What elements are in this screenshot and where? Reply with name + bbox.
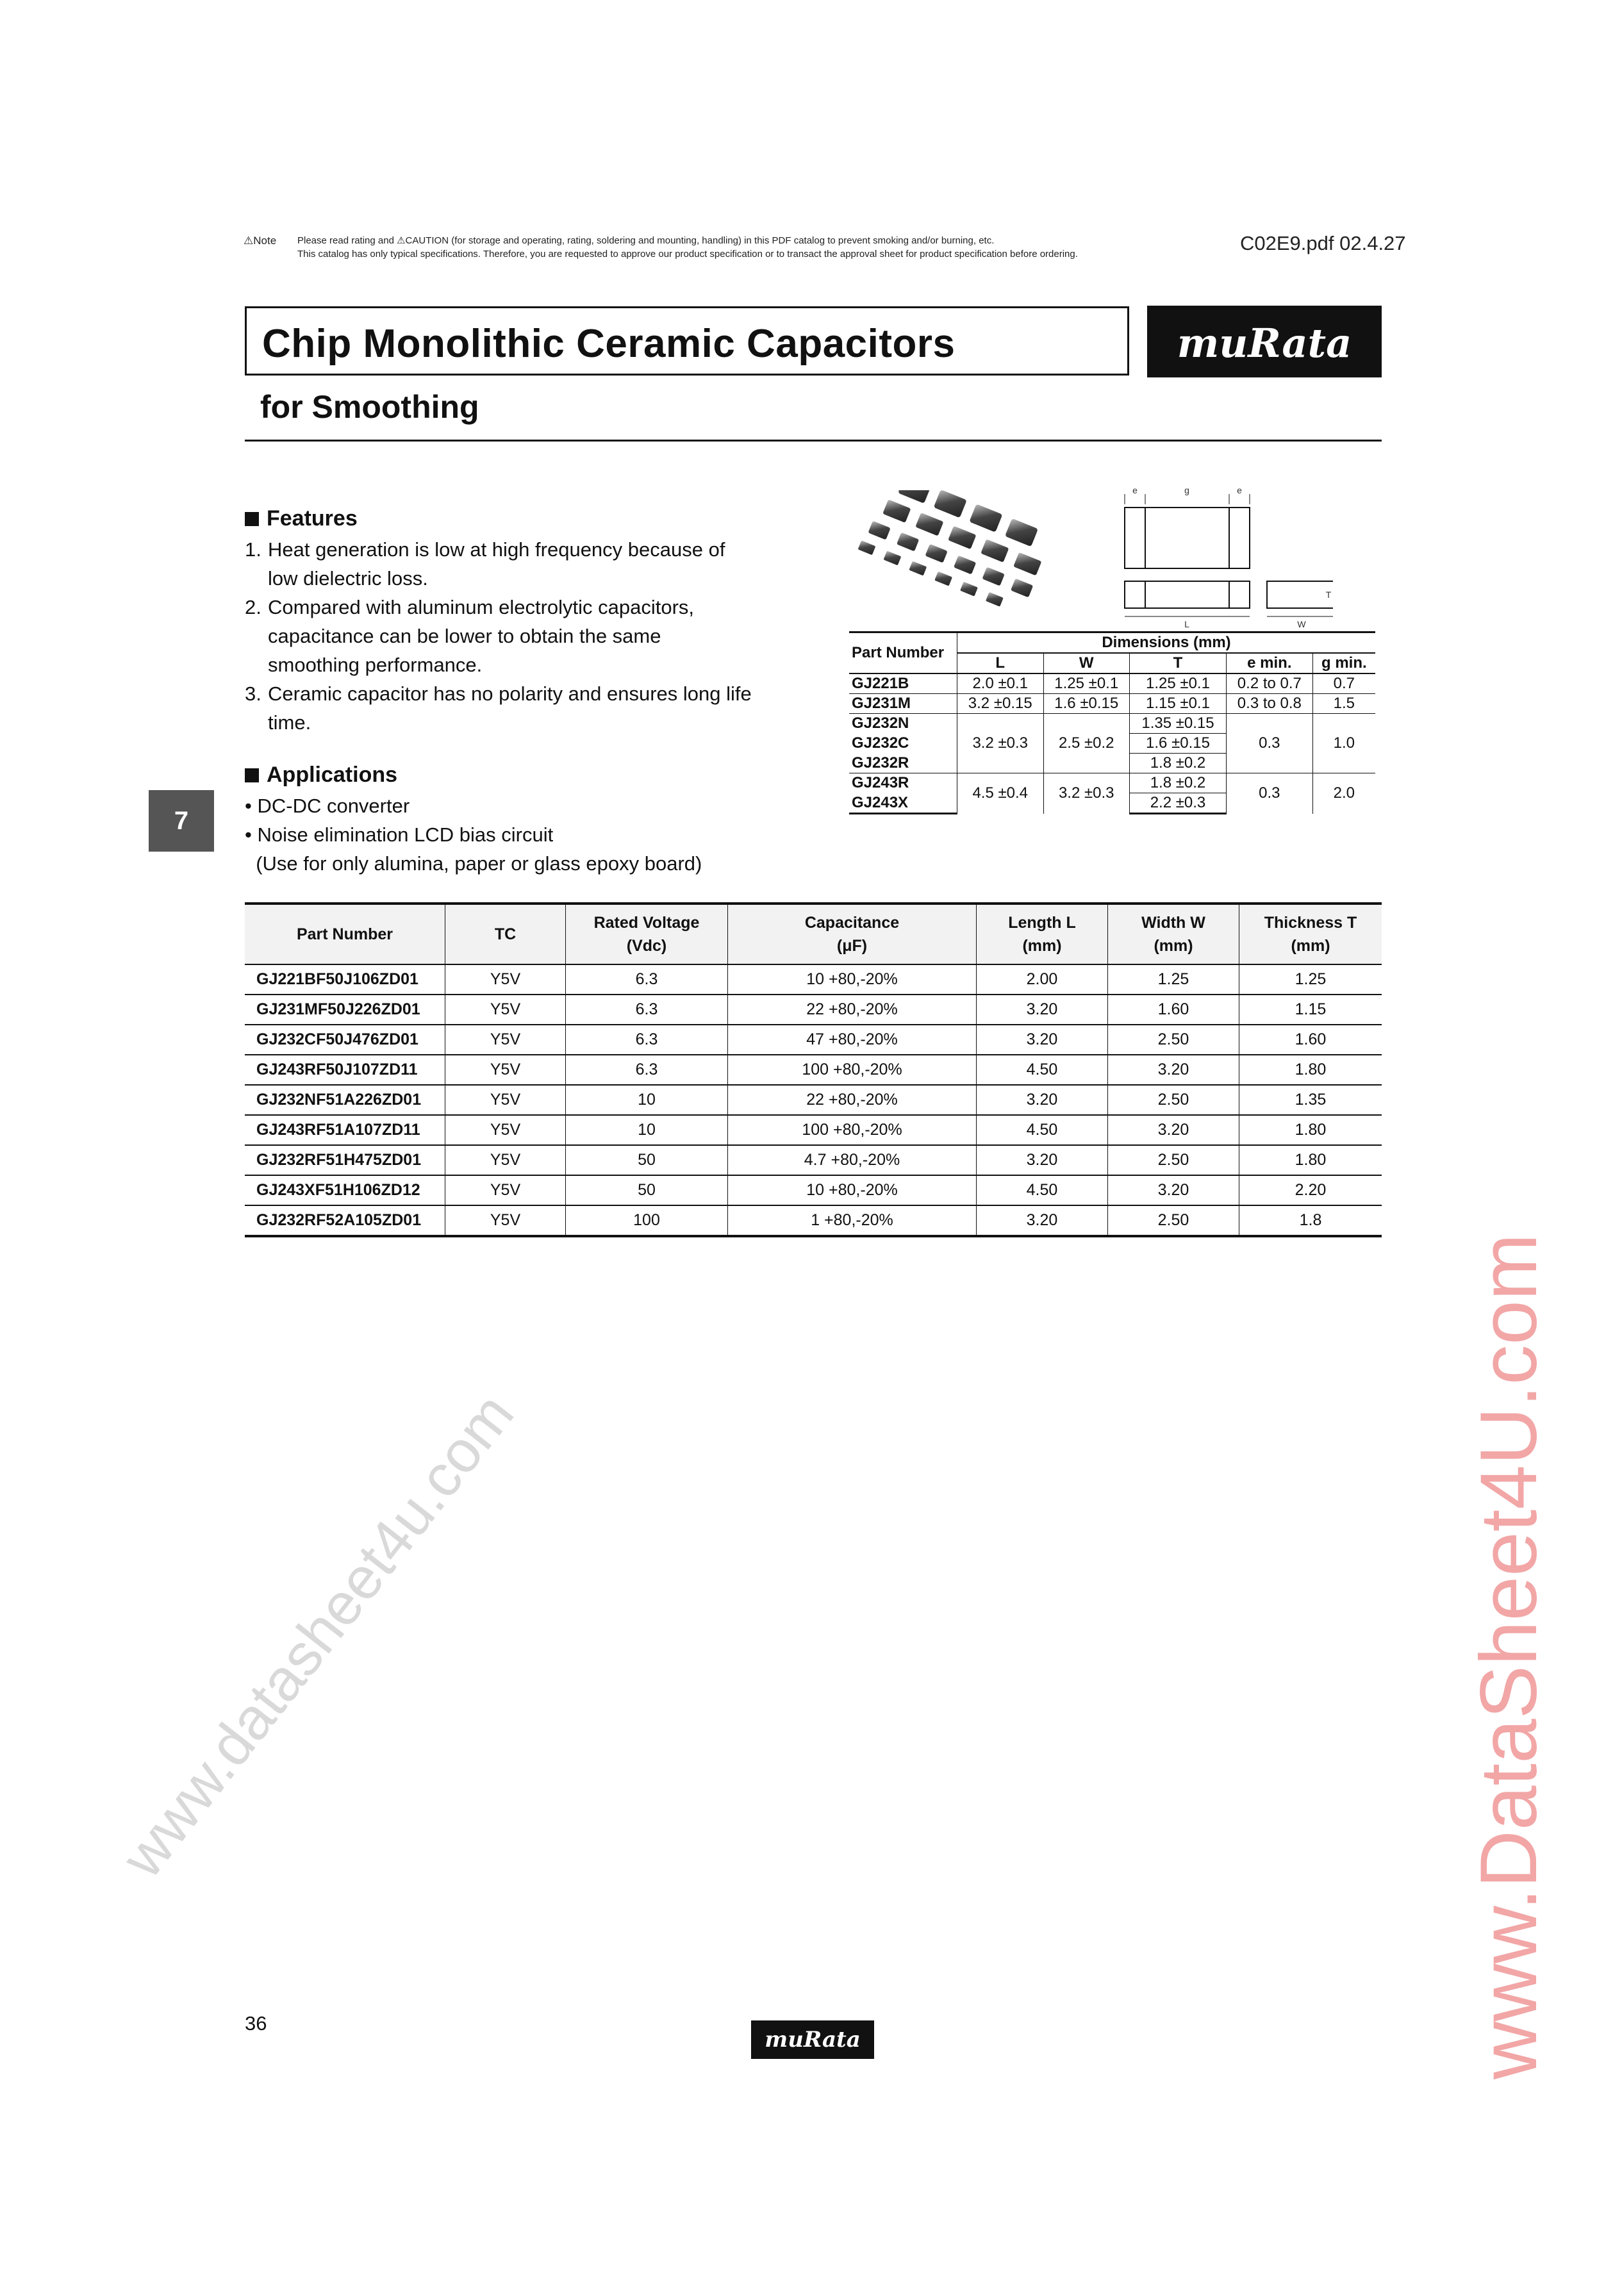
cell-width: 3.20 [1108, 1175, 1239, 1205]
cell-rated-voltage: 10 [566, 1085, 728, 1115]
header-label: Rated Voltage [593, 914, 700, 932]
dimension-diagram [1112, 485, 1333, 629]
cell-tc: Y5V [445, 964, 566, 995]
table-header-row [245, 904, 1382, 964]
cell-T: 1.8 ±0.2 [1130, 773, 1227, 793]
header-dimensions: Dimensions (mm) [957, 632, 1376, 654]
cell-part-number: GJ243XF51H106ZD12 [245, 1175, 445, 1205]
cell-e-min: 0.3 [1226, 773, 1312, 814]
header-label: Thickness T [1264, 914, 1357, 932]
cell-part-number: GJ232RF51H475ZD01 [245, 1145, 445, 1175]
cell-part-number: GJ221B [849, 673, 957, 694]
watermark-diagonal: www.datasheet4u.com [109, 1382, 527, 1890]
cell-L: 2.0 ±0.1 [957, 673, 1044, 694]
header-part-number: Part Number [849, 632, 957, 674]
cell-width: 1.25 [1108, 964, 1239, 995]
table-row [849, 673, 1375, 694]
header-T: T [1130, 653, 1227, 673]
cell-part-number: GJ243X [849, 793, 957, 814]
list-item [245, 593, 757, 679]
cell-length: 4.50 [977, 1055, 1108, 1085]
murata-logo-footer [751, 2020, 874, 2059]
cell-e-min: 0.2 to 0.7 [1226, 673, 1312, 694]
header-L: L [957, 653, 1044, 673]
cell-part-number: GJ232C [852, 734, 909, 752]
cell-width: 2.50 [1108, 1085, 1239, 1115]
header-capacitance [728, 904, 977, 964]
cell-capacitance: 22 +80,-20% [728, 995, 977, 1025]
label-e-left: e [1132, 485, 1138, 495]
cell-W: 1.25 ±0.1 [1043, 673, 1130, 694]
cell-part-number: GJ232N [852, 714, 909, 732]
cell-tc: Y5V [445, 1025, 566, 1055]
header-unit: (Vdc) [626, 937, 667, 955]
header-unit: (μF) [836, 937, 868, 955]
cell-rated-voltage: 6.3 [566, 995, 728, 1025]
list-item: (Use for only alumina, paper or glass epoxy board) [245, 852, 702, 875]
cell-T: 2.2 ±0.3 [1130, 793, 1227, 814]
cell-part-number: GJ232R [849, 754, 957, 773]
cell-rated-voltage: 100 [566, 1205, 728, 1236]
cell-capacitance: 10 +80,-20% [728, 964, 977, 995]
logo-wordmark: muRata [765, 2027, 861, 2052]
cell-thickness: 1.80 [1239, 1145, 1382, 1175]
header-e-min: e min. [1226, 653, 1312, 673]
header-label: Length L [1008, 914, 1076, 932]
cell-part-number: GJ221BF50J106ZD01 [245, 964, 445, 995]
title-box [245, 306, 1129, 376]
cell-capacitance: 100 +80,-20% [728, 1055, 977, 1085]
page-subtitle: for Smoothing [260, 389, 479, 425]
cell-part-number: GJ243RF51A107ZD11 [245, 1115, 445, 1145]
cell-L: 3.2 ±0.15 [957, 694, 1044, 714]
table-row [245, 1085, 1382, 1115]
header-rated-voltage [566, 904, 728, 964]
cell-thickness: 1.60 [1239, 1025, 1382, 1055]
cell-part-number: GJ232CF50J476ZD01 [245, 1025, 445, 1055]
cell-rated-voltage: 50 [566, 1175, 728, 1205]
cell-length: 4.50 [977, 1115, 1108, 1145]
cell-thickness: 1.8 [1239, 1205, 1382, 1236]
cell-thickness: 1.80 [1239, 1055, 1382, 1085]
cell-thickness: 2.20 [1239, 1175, 1382, 1205]
applications-heading-label: Applications [267, 763, 398, 787]
applications-heading [245, 763, 397, 788]
cell-e-min: 0.3 to 0.8 [1226, 694, 1312, 714]
cell-capacitance: 22 +80,-20% [728, 1085, 977, 1115]
cell-T: 1.35 ±0.15 [1130, 714, 1227, 734]
table-row [245, 1205, 1382, 1236]
item-text: Ceramic capacitor has no polarity and ensures long life time. [268, 682, 752, 734]
cell-L: 3.2 ±0.3 [957, 714, 1044, 773]
header-width [1108, 904, 1239, 964]
cell-g-min: 0.7 [1312, 673, 1375, 694]
header-unit: (mm) [1154, 937, 1193, 955]
cell-capacitance: 4.7 +80,-20% [728, 1145, 977, 1175]
header-thickness [1239, 904, 1382, 964]
header-unit: (mm) [1022, 937, 1062, 955]
cell-thickness: 1.25 [1239, 964, 1382, 995]
item-text: Heat generation is low at high frequency because of low dielectric loss. [268, 538, 725, 590]
title-rule [245, 440, 1382, 442]
header-label: TC [494, 925, 517, 943]
murata-logo [1147, 306, 1382, 377]
watermark-vertical: www.DataSheet4U.com [1464, 1233, 1553, 2079]
label-g: g [1184, 485, 1189, 495]
square-bullet-icon [245, 512, 259, 526]
label-W: W [1297, 619, 1306, 629]
cell-part-number: GJ243RF50J107ZD11 [245, 1055, 445, 1085]
cell-tc: Y5V [445, 995, 566, 1025]
table-row [245, 995, 1382, 1025]
product-table [245, 902, 1382, 1237]
cell-capacitance: 10 +80,-20% [728, 1175, 977, 1205]
cell-e-min: 0.3 [1226, 714, 1312, 773]
header-label: Width W [1141, 914, 1205, 932]
cell-part-number: GJ231MF50J226ZD01 [245, 995, 445, 1025]
capacitor-chips-image [830, 490, 1061, 638]
cell-tc: Y5V [445, 1085, 566, 1115]
cell-tc: Y5V [445, 1055, 566, 1085]
cell-width: 3.20 [1108, 1055, 1239, 1085]
note-label: ⚠Note [244, 235, 277, 247]
cell-T: 1.6 ±0.15 [1130, 734, 1227, 754]
table-row [849, 714, 1375, 734]
header-g-min: g min. [1312, 653, 1375, 673]
cell-g-min: 2.0 [1312, 773, 1375, 814]
cell-capacitance: 1 +80,-20% [728, 1205, 977, 1236]
item-number: 2. [245, 596, 261, 618]
list-item [245, 679, 757, 737]
applications-list [245, 791, 822, 878]
features-heading-label: Features [267, 506, 358, 531]
cell-length: 2.00 [977, 964, 1108, 995]
cell-length: 3.20 [977, 1085, 1108, 1115]
cell-capacitance: 47 +80,-20% [728, 1025, 977, 1055]
cell-W: 2.5 ±0.2 [1043, 714, 1130, 773]
table-row [245, 964, 1382, 995]
cell-T: 1.25 ±0.1 [1130, 673, 1227, 694]
table-row [245, 1115, 1382, 1145]
logo-wordmark: muRata [1177, 320, 1352, 367]
cell-width: 2.50 [1108, 1145, 1239, 1175]
table-row [849, 694, 1375, 714]
cell-part-number: GJ243R [852, 774, 909, 792]
table-row [245, 1145, 1382, 1175]
page-title: Chip Monolithic Ceramic Capacitors [262, 322, 956, 366]
features-list [245, 535, 757, 737]
cell-g-min: 1.0 [1312, 714, 1375, 773]
cell-rated-voltage: 10 [566, 1115, 728, 1145]
table-row [245, 1175, 1382, 1205]
cell-tc: Y5V [445, 1145, 566, 1175]
cell-W: 3.2 ±0.3 [1043, 773, 1130, 814]
dimensions-table [849, 631, 1375, 814]
square-bullet-icon [245, 768, 259, 782]
table-row [245, 1055, 1382, 1085]
cell-g-min: 1.5 [1312, 694, 1375, 714]
table-row [849, 773, 1375, 793]
cell-tc: Y5V [445, 1115, 566, 1145]
cell-rated-voltage: 6.3 [566, 964, 728, 995]
cell-length: 3.20 [977, 995, 1108, 1025]
cell-tc: Y5V [445, 1205, 566, 1236]
label-T: T [1325, 590, 1332, 600]
cell-width: 1.60 [1108, 995, 1239, 1025]
section-tab: 7 [149, 790, 214, 852]
cell-rated-voltage: 50 [566, 1145, 728, 1175]
label-L: L [1184, 619, 1189, 629]
cell-capacitance: 100 +80,-20% [728, 1115, 977, 1145]
cell-T: 1.8 ±0.2 [1130, 754, 1227, 773]
item-text: Compared with aluminum electrolytic capacitors, capacitance can be lower to obtain the same smoothing performance. [268, 596, 695, 676]
cell-W: 1.6 ±0.15 [1043, 694, 1130, 714]
cell-part-number: GJ232NF51A226ZD01 [245, 1085, 445, 1115]
header-W: W [1043, 653, 1130, 673]
header-part-number [245, 904, 445, 964]
cell-length: 3.20 [977, 1025, 1108, 1055]
cell-thickness: 1.80 [1239, 1115, 1382, 1145]
page-number: 36 [245, 2012, 267, 2035]
item-number: 3. [245, 682, 261, 705]
cell-rated-voltage: 6.3 [566, 1055, 728, 1085]
file-reference: C02E9.pdf 02.4.27 [1240, 232, 1406, 254]
header-unit: (mm) [1291, 937, 1330, 955]
table-row [245, 1025, 1382, 1055]
cell-width: 3.20 [1108, 1115, 1239, 1145]
cell-part-number: GJ232RF52A105ZD01 [245, 1205, 445, 1236]
header-label: Capacitance [804, 914, 900, 932]
cell-T: 1.15 ±0.1 [1130, 694, 1227, 714]
header-tc [445, 904, 566, 964]
list-item [245, 535, 757, 593]
header-label: Part Number [296, 925, 393, 943]
cell-width: 2.50 [1108, 1205, 1239, 1236]
list-item: • DC-DC converter [245, 795, 410, 817]
label-e-right: e [1237, 485, 1242, 495]
cell-tc: Y5V [445, 1175, 566, 1205]
cell-width: 2.50 [1108, 1025, 1239, 1055]
cell-length: 3.20 [977, 1205, 1108, 1236]
list-item: • Noise elimination LCD bias circuit [245, 823, 554, 846]
cell-length: 4.50 [977, 1175, 1108, 1205]
cell-length: 3.20 [977, 1145, 1108, 1175]
note-line-1: Please read rating and ⚠CAUTION (for storage and operating, rating, soldering and mounting, handling) in this PDF catalog to prevent smoking and/or burning, etc. [297, 235, 995, 246]
cell-rated-voltage: 6.3 [566, 1025, 728, 1055]
header-length [977, 904, 1108, 964]
cell-thickness: 1.35 [1239, 1085, 1382, 1115]
cell-L: 4.5 ±0.4 [957, 773, 1044, 814]
cell-thickness: 1.15 [1239, 995, 1382, 1025]
note-line-2: This catalog has only typical specifications. Therefore, you are requested to approve our product specification or to transact the approval sheet for product specification before ordering. [297, 249, 1078, 260]
item-number: 1. [245, 538, 261, 561]
cell-part-number: GJ231M [849, 694, 957, 714]
features-heading [245, 506, 358, 531]
